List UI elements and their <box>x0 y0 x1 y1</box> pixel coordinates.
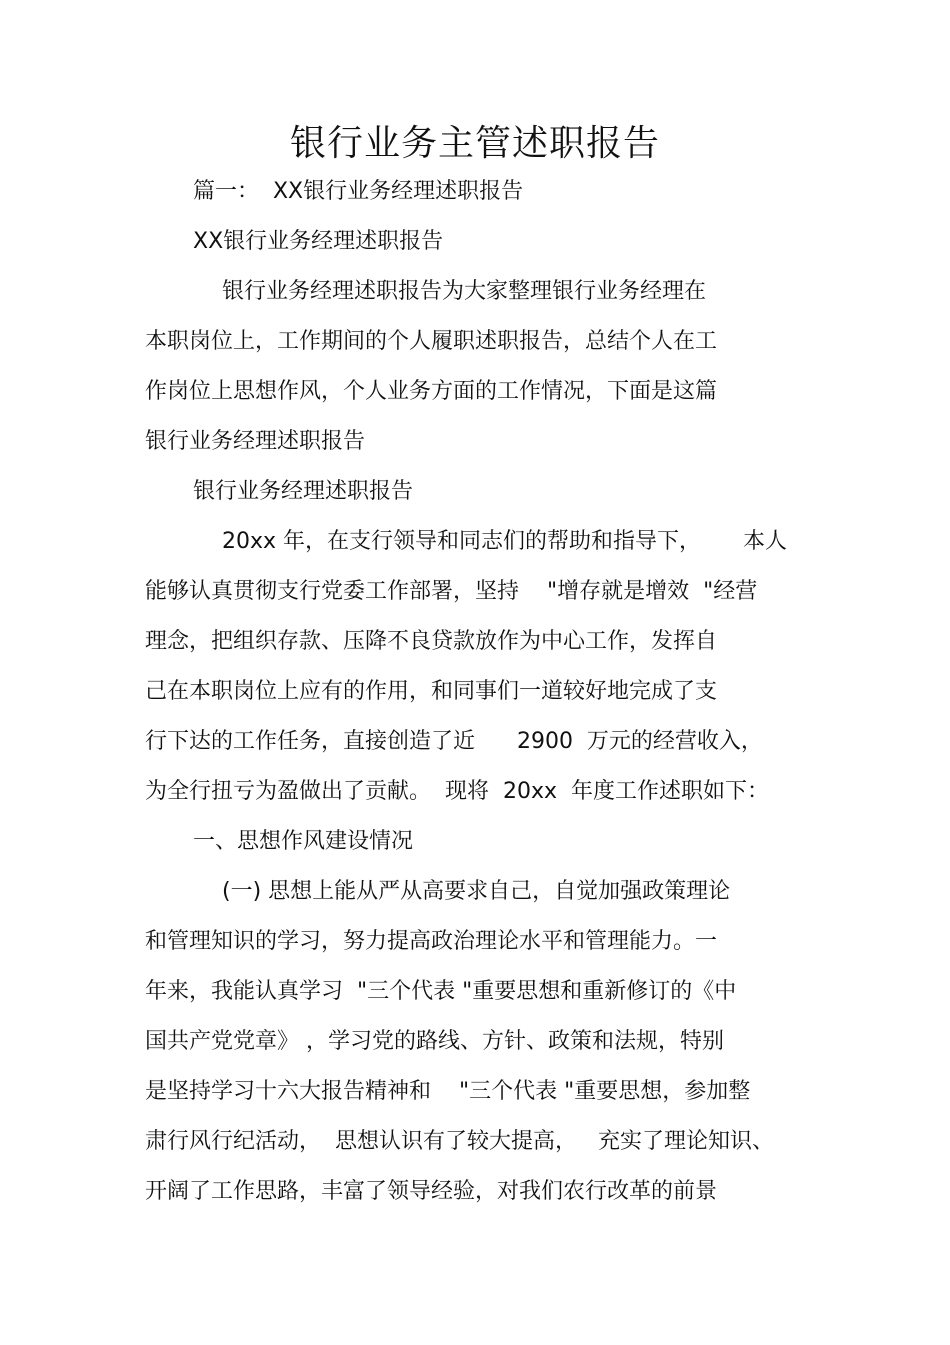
section-heading: 一、思想作风建设情况 <box>193 829 414 854</box>
text-line: 己在本职岗位上应有的作用，和同事们一道较好地完成了支 <box>145 679 718 704</box>
text-line: 行下达的工作任务，直接创造了近 2900 万元的经营收入， <box>145 729 763 754</box>
text-line: 篇一： XX银行业务经理述职报告 <box>193 179 524 204</box>
text-line: 本职岗位上，工作期间的个人履职述职报告，总结个人在工 <box>145 329 718 354</box>
text-line: 年来，我能认真学习 "三个代表 "重要思想和重新修订的《中 <box>145 979 737 1004</box>
document-title: 银行业务主管述职报告 <box>289 123 660 164</box>
text-line: 国共产党党章》 ，学习党的路线、方针、政策和法规，特别 <box>145 1029 724 1054</box>
text-line: 是坚持学习十六大报告精神和 "三个代表 "重要思想，参加整 <box>145 1079 751 1104</box>
text-line: 作岗位上思想作风，个人业务方面的工作情况，下面是这篇 <box>145 379 718 404</box>
text-line: (一) 思想上能从严从高要求自己，自觉加强政策理论 <box>222 879 731 904</box>
text-line: 20xx 年，在支行领导和同志们的帮助和指导下， 本人 <box>222 529 787 554</box>
text-line: 银行业务经理述职报告 <box>145 429 366 454</box>
text-line: 和管理知识的学习，努力提高政治理论水平和管理能力。一 <box>145 929 718 954</box>
text-line: 开阔了工作思路，丰富了领导经验，对我们农行改革的前景 <box>145 1179 718 1204</box>
text-line: XX银行业务经理述职报告 <box>193 229 444 254</box>
text-line: 银行业务经理述职报告 <box>193 479 414 504</box>
text-line: 能够认真贯彻支行党委工作部署，坚持 "增存就是增效 "经营 <box>145 579 758 604</box>
text-line: 为全行扭亏为盈做出了贡献。 现将 20xx 年度工作述职如下： <box>145 779 769 804</box>
text-line: 理念，把组织存款、压降不良贷款放作为中心工作，发挥自 <box>145 629 718 654</box>
text-line: 银行业务经理述职报告为大家整理银行业务经理在 <box>222 279 707 304</box>
text-line: 肃行风行纪活动， 思想认识有了较大提高， 充实了理论知识、 <box>145 1129 774 1154</box>
